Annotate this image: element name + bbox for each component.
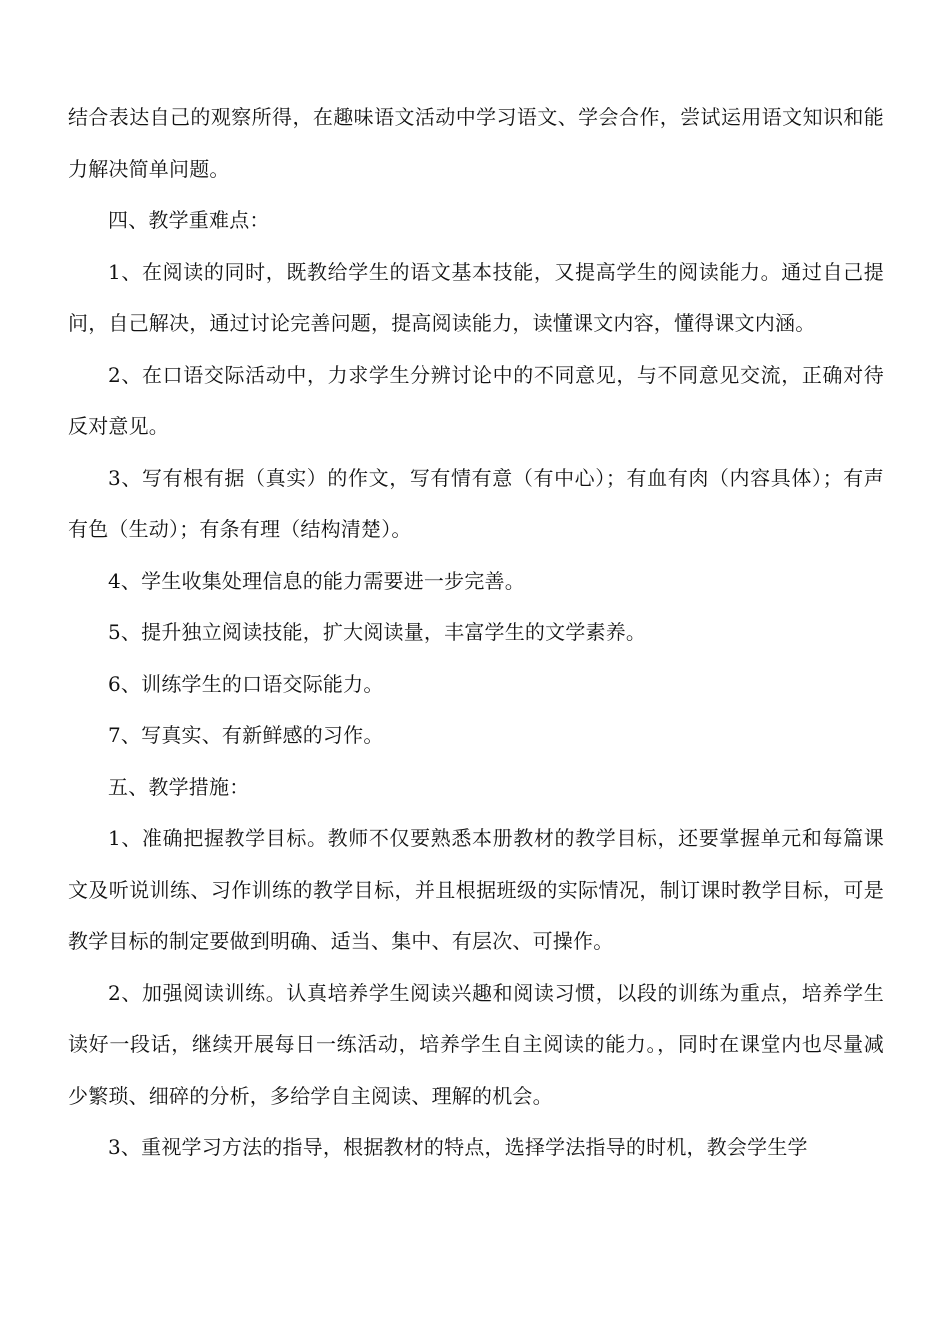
paragraph-continuation: 结合表达自己的观察所得，在趣味语文活动中学习语文、学会合作，尝试运用语文知识和能力解决简单问题。 bbox=[68, 105, 884, 181]
list-item: 5、提升独立阅读技能，扩大阅读量，丰富学生的文学素养。 bbox=[108, 620, 647, 644]
list-item: 3、写有根有据（真实）的作文，写有情有意（有中心）；有血有肉（内容具体）；有声有色（生动）；有条有理（结构清楚）。 bbox=[68, 465, 884, 541]
section-heading-key-points: 四、教学重难点： bbox=[108, 208, 270, 232]
list-item: 3、重视学习方法的指导，根据教材的特点，选择学法指导的时机，教会学生学 bbox=[108, 1135, 808, 1159]
list-item: 2、加强阅读训练。认真培养学生阅读兴趣和阅读习惯，以段的训练为重点，培养学生读好一段话，继续开展每日一练活动，培养学生自主阅读的能力。，同时在课堂内也尽量减少繁琐、细碎的分析，多给学自主阅读、理解的机会。 bbox=[68, 980, 884, 1108]
list-item: 6、训练学生的口语交际能力。 bbox=[108, 671, 384, 696]
list-item: 2、在口语交际活动中，力求学生分辨讨论中的不同意见，与不同意见交流，正确对待反对意见。 bbox=[68, 362, 884, 438]
document-body bbox=[68, 92, 884, 1174]
list-item: 7、写真实、有新鲜感的习作。 bbox=[108, 723, 384, 747]
list-item: 1、在阅读的同时，既教给学生的语文基本技能，又提高学生的阅读能力。通过自己提问，自己解决，通过讨论完善问题，提高阅读能力，读懂课文内容，懂得课文内涵。 bbox=[68, 259, 884, 335]
list-item: 1、准确把握教学目标。教师不仅要熟悉本册教材的教学目标，还要掌握单元和每篇课文及听说训练、习作训练的教学目标，并且根据班级的实际情况，制订课时教学目标，可是教学目标的制定要做到明确、适当、集中、有层次、可操作。 bbox=[68, 826, 884, 953]
list-item: 4、学生收集处理信息的能力需要进一步完善。 bbox=[108, 568, 525, 593]
section-heading-measures: 五、教学措施： bbox=[108, 774, 250, 799]
